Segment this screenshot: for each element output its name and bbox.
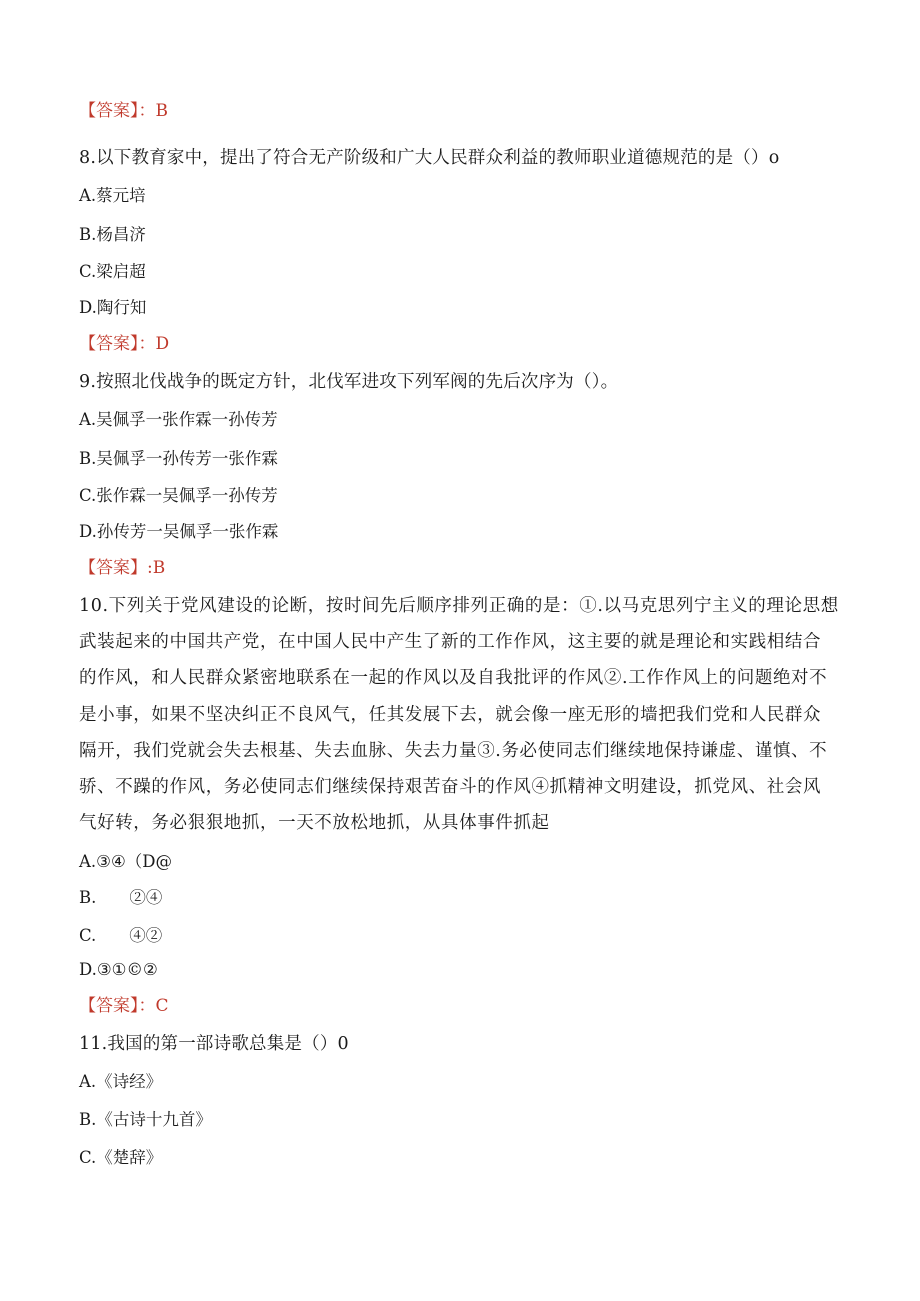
question-8: 8.以下教育家中，提出了符合无产阶级和广大人民群众利益的教师职业道德规范的是（）o (79, 148, 780, 168)
q11-option-a: A.《诗经》 (79, 1072, 163, 1091)
q9-option-d: D.孙传芳一吴佩孚一张作霖 (79, 522, 279, 541)
q9-answer: 【答案】:B (79, 558, 166, 578)
q9-option-b: B.吴佩孚一孙传芳一张作霖 (79, 449, 278, 468)
question-9: 9.按照北伐战争的既定方针，北伐军进攻下列军阀的先后次序为（）。 (79, 372, 619, 392)
q8-option-d: D.陶行知 (79, 298, 147, 317)
q8-answer: 【答案】：D (79, 334, 170, 354)
q8-option-a: A.蔡元培 (79, 186, 146, 205)
q9-option-a: A.吴佩孚一张作霖一孙传芳 (79, 410, 278, 429)
q8-option-b: B.杨昌济 (79, 225, 146, 244)
question-11: 11.我国的第一部诗歌总集是（）0 (79, 1034, 349, 1054)
q11-option-b: B.《古诗十九首》 (79, 1110, 212, 1129)
q9-option-c: C.张作霖一吴佩孚一孙传芳 (79, 486, 278, 505)
q10-option-c: C. ④② (79, 926, 163, 945)
question-10: 10.下列关于党风建设的论断，按时间先后顺序排列正确的是：①.以马克思列宁主义的理论思想武装起来的中国共产党，在中国人民中产生了新的工作作风，这主要的就是理论和实践相结合的作风，和人民群众紧密地联系在一起的作风以及自我批评的作风②.工作作风上的问题绝对不是小事，如果不坚决纠正不良风气，任其发展下去，就会像一座无形的墙把我们党和人民群众隔开，我们党就会失去根基、失去血脉、失去力量③.务必使同志们继续地保持谦虚、谨慎、不骄、不躁的作风，务必使同志们继续保持艰苦奋斗的作风④抓精神文明建设，抓党风、社会风气好转，务必狠狠地抓，一天不放松地抓，从具体事件抓起 (79, 596, 839, 834)
q8-option-c: C.梁启超 (79, 262, 146, 281)
answer-prev: 【答案】：B (79, 101, 168, 121)
q10-answer: 【答案】：C (79, 996, 169, 1016)
q10-option-d: D.③①©② (79, 960, 158, 979)
q10-option-a: A.③④（D@ (79, 852, 172, 871)
q11-option-c: C.《楚辞》 (79, 1148, 163, 1167)
q10-option-b: B. ②④ (79, 888, 163, 907)
